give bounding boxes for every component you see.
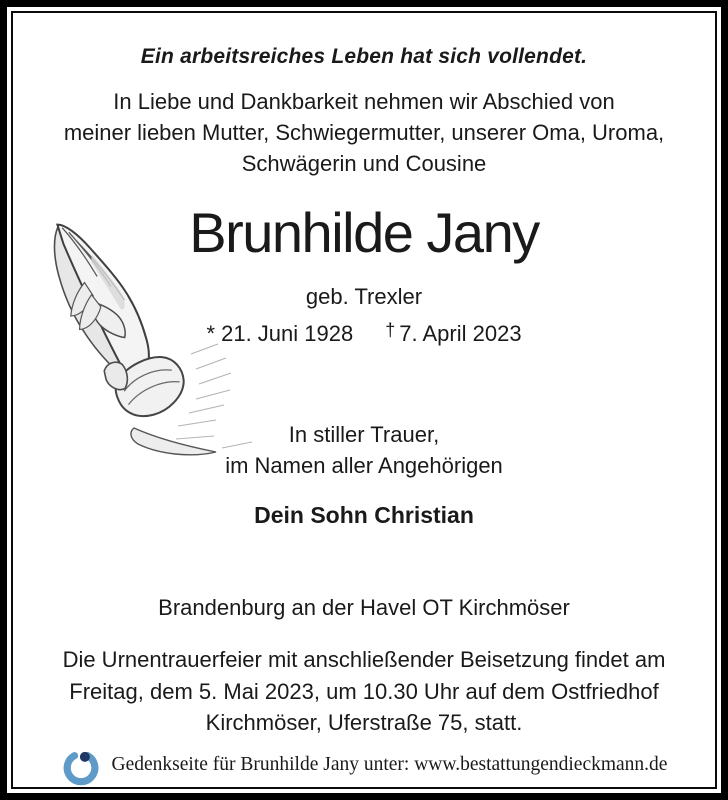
epigraph-text: Ein arbeitsreiches Leben hat sich vollendet.	[140, 45, 588, 68]
death-date: † 7. April 2023	[385, 320, 522, 347]
birth-date: * 21. Juni 1928	[206, 321, 354, 347]
mourning-line: im Namen aller Angehörigen	[225, 453, 503, 478]
maiden-name: geb. Trexler	[305, 284, 423, 309]
funeral-announcement	[16, 644, 712, 739]
mourner-name: Dein Sohn Christian	[254, 502, 474, 528]
intro-line: Schwägerin und Cousine	[241, 151, 487, 176]
dagger-icon: †	[385, 320, 396, 340]
intro-line: meiner lieben Mutter, Schwiegermutter, unserer Oma, Uroma,	[63, 120, 665, 145]
memorial-logo-icon	[61, 744, 103, 786]
intro-line: In Liebe und Dankbarkeit nehmen wir Abschied von	[113, 89, 615, 114]
announcement-line: Die Urnentrauerfeier mit anschließender Beisetzung findet am	[62, 647, 666, 672]
mourning-line: In stiller Trauer,	[288, 422, 440, 447]
memorial-link-text: Gedenkseite für Brunhilde Jany unter: www.bestattungendieckmann.de	[111, 754, 668, 775]
life-dates	[16, 315, 712, 349]
intro-paragraph	[16, 86, 712, 179]
mourning-text	[16, 419, 712, 481]
announcement-line: Freitag, dem 5. Mai 2023, um 10.30 Uhr auf dem Ostfriedhof	[69, 678, 659, 704]
deceased-name: Brunhilde Jany	[189, 201, 539, 264]
announcement-line: Kirchmöser, Uferstraße 75, statt.	[205, 710, 523, 735]
city-line: Brandenburg an der Havel OT Kirchmöser	[158, 595, 570, 620]
memorial-footer	[16, 743, 712, 787]
